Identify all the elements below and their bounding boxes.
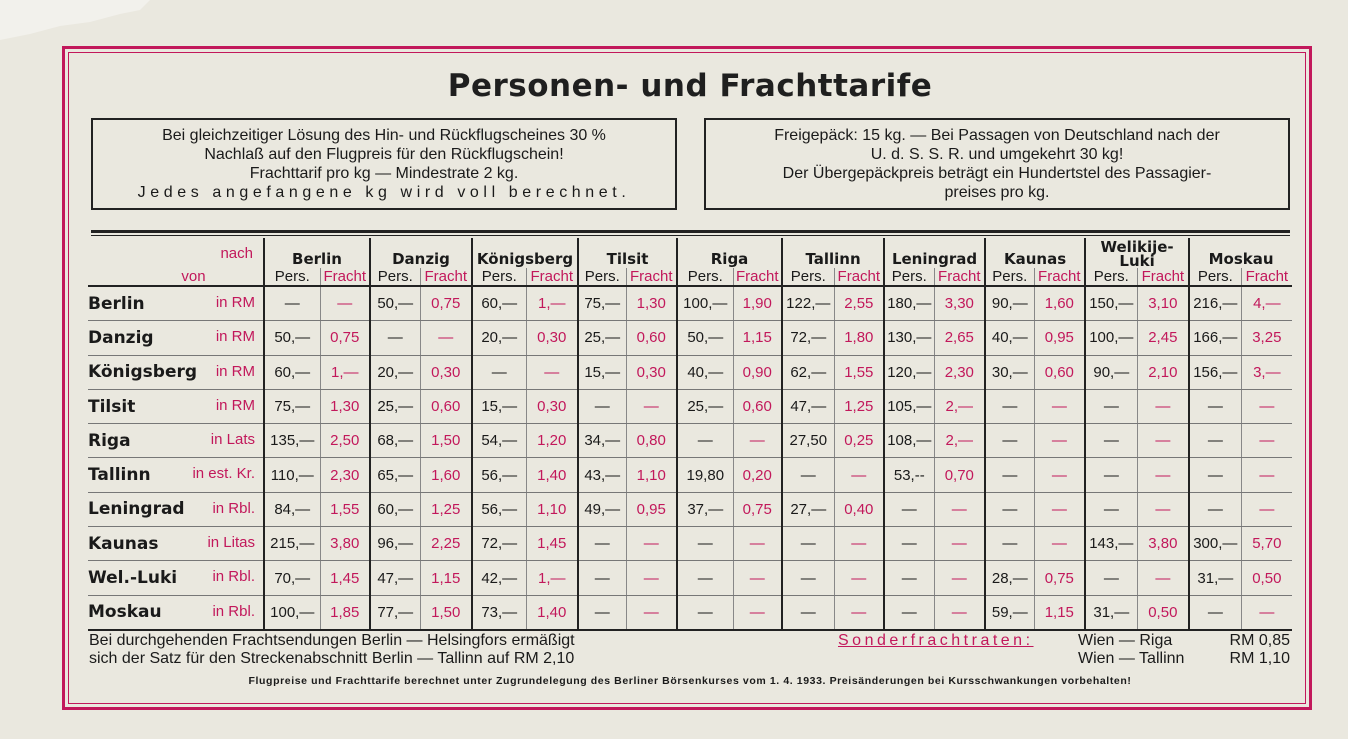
freight-rate: 1,25 bbox=[420, 492, 472, 526]
freight-rate: — bbox=[1034, 458, 1085, 492]
passenger-fare: 31,— bbox=[1189, 561, 1241, 595]
info-left-line4: Jedes angefangene kg wird voll berechnet. bbox=[137, 184, 631, 201]
freight-rate: 1,90 bbox=[733, 286, 782, 321]
passenger-fare: — bbox=[472, 355, 526, 389]
passenger-fare: 72,— bbox=[472, 527, 526, 561]
passenger-fare: 27,— bbox=[782, 492, 834, 526]
passenger-fare: 143,— bbox=[1085, 527, 1137, 561]
info-right-line3: Der Übergepäckpreis beträgt ein Hundertstel des Passagier- bbox=[782, 165, 1212, 182]
freight-rate: 1,— bbox=[526, 561, 578, 595]
freight-rate: 0,95 bbox=[626, 492, 677, 526]
destination-header: Kaunas bbox=[985, 238, 1085, 268]
origin-city: Kaunas bbox=[88, 533, 159, 554]
freight-rate: 2,25 bbox=[420, 527, 472, 561]
currency-label: in Rbl. bbox=[212, 499, 255, 517]
passenger-fare: — bbox=[1085, 424, 1137, 458]
freight-rate: 0,30 bbox=[526, 389, 578, 423]
fracht-subheader: Fracht bbox=[526, 268, 578, 286]
freight-rate: 0,90 bbox=[733, 355, 782, 389]
passenger-fare: 180,— bbox=[884, 286, 934, 321]
passenger-fare: 34,— bbox=[578, 424, 626, 458]
currency-label: in est. Kr. bbox=[192, 465, 255, 483]
passenger-fare: 19,80 bbox=[677, 458, 733, 492]
origin-cell bbox=[88, 321, 264, 355]
freight-rate: 2,45 bbox=[1137, 321, 1189, 355]
freight-rate: 1,55 bbox=[320, 492, 370, 526]
passenger-fare: — bbox=[884, 595, 934, 630]
freight-rate: — bbox=[320, 286, 370, 321]
origin-cell bbox=[88, 527, 264, 561]
passenger-fare: — bbox=[1189, 595, 1241, 630]
freight-rate: 2,— bbox=[934, 389, 985, 423]
destination-header: Tilsit bbox=[578, 238, 677, 268]
table-row bbox=[88, 424, 1292, 458]
freight-rate: 1,50 bbox=[420, 424, 472, 458]
fracht-subheader: Fracht bbox=[934, 268, 985, 286]
special-rates-label: Sonderfrachtraten: bbox=[838, 632, 1034, 649]
passenger-fare: 120,— bbox=[884, 355, 934, 389]
freight-rate: 0,70 bbox=[934, 458, 985, 492]
freight-rate: — bbox=[1241, 458, 1292, 492]
tariff-table bbox=[88, 238, 1292, 631]
freight-rate: — bbox=[1137, 389, 1189, 423]
passenger-fare: — bbox=[578, 595, 626, 630]
freight-rate: — bbox=[834, 595, 884, 630]
currency-label: in Lats bbox=[210, 431, 255, 449]
freight-rate: 0,80 bbox=[626, 424, 677, 458]
passenger-fare: 84,— bbox=[264, 492, 320, 526]
passenger-fare: 72,— bbox=[782, 321, 834, 355]
passenger-fare: 15,— bbox=[578, 355, 626, 389]
fracht-subheader: Fracht bbox=[320, 268, 370, 286]
passenger-fare: 108,— bbox=[884, 424, 934, 458]
origin-cell bbox=[88, 389, 264, 423]
freight-rate: — bbox=[1241, 389, 1292, 423]
freight-rate: — bbox=[1034, 527, 1085, 561]
freight-rate: — bbox=[934, 527, 985, 561]
passenger-fare: — bbox=[985, 424, 1034, 458]
passenger-fare: — bbox=[782, 527, 834, 561]
fine-print: Flugpreise und Frachttarife berechnet unter Zugrundelegung des Berliner Börsenkurses vom 1. 4. 1933. Preisänderungen bei Kursschwankungen vorbehalten! bbox=[248, 675, 1132, 687]
freight-rate: 1,25 bbox=[834, 389, 884, 423]
passenger-fare: 156,— bbox=[1189, 355, 1241, 389]
freight-rate: 2,— bbox=[934, 424, 985, 458]
passenger-fare: 166,— bbox=[1189, 321, 1241, 355]
passenger-fare: — bbox=[884, 492, 934, 526]
freight-rate: — bbox=[834, 561, 884, 595]
page-title: Personen- und Frachttarife bbox=[447, 68, 933, 104]
passenger-fare: — bbox=[985, 389, 1034, 423]
freight-rate: — bbox=[934, 492, 985, 526]
origin-cell bbox=[88, 355, 264, 389]
freight-rate: 0,75 bbox=[1034, 561, 1085, 595]
currency-label: in RM bbox=[215, 294, 255, 311]
pers-subheader: Pers. bbox=[677, 268, 733, 286]
table-row bbox=[88, 561, 1292, 595]
destination-header: Danzig bbox=[370, 238, 472, 268]
passenger-fare: — bbox=[1085, 458, 1137, 492]
passenger-fare: — bbox=[1189, 458, 1241, 492]
passenger-fare: 20,— bbox=[472, 321, 526, 355]
origin-city: Tallinn bbox=[88, 465, 151, 486]
freight-rate: 2,30 bbox=[934, 355, 985, 389]
passenger-fare: — bbox=[884, 527, 934, 561]
info-box-baggage bbox=[704, 118, 1290, 210]
freight-rate: 4,— bbox=[1241, 286, 1292, 321]
freight-rate: 1,— bbox=[320, 355, 370, 389]
freight-rate: 1,20 bbox=[526, 424, 578, 458]
passenger-fare: — bbox=[782, 561, 834, 595]
freight-rate: — bbox=[1241, 492, 1292, 526]
destination-header: Berlin bbox=[264, 238, 370, 268]
pers-subheader: Pers. bbox=[370, 268, 420, 286]
passenger-fare: — bbox=[264, 286, 320, 321]
passenger-fare: 75,— bbox=[578, 286, 626, 321]
freight-rate: 3,10 bbox=[1137, 286, 1189, 321]
passenger-fare: 135,— bbox=[264, 424, 320, 458]
passenger-fare: 56,— bbox=[472, 492, 526, 526]
passenger-fare: 75,— bbox=[264, 389, 320, 423]
passenger-fare: 40,— bbox=[985, 321, 1034, 355]
origin-city: Riga bbox=[88, 430, 131, 451]
passenger-fare: 60,— bbox=[370, 492, 420, 526]
freight-rate: 3,80 bbox=[320, 527, 370, 561]
freight-rate: 0,60 bbox=[626, 321, 677, 355]
passenger-fare: 65,— bbox=[370, 458, 420, 492]
passenger-fare: 50,— bbox=[677, 321, 733, 355]
passenger-fare: 37,— bbox=[677, 492, 733, 526]
freight-rate: 1,15 bbox=[1034, 595, 1085, 630]
freight-rate: — bbox=[1241, 424, 1292, 458]
passenger-fare: 60,— bbox=[472, 286, 526, 321]
passenger-fare: — bbox=[1085, 492, 1137, 526]
freight-rate: 1,60 bbox=[420, 458, 472, 492]
origin-city: Berlin bbox=[88, 293, 145, 314]
footer-note-line1: Bei durchgehenden Frachtsendungen Berlin — Helsingfors ermäßigt bbox=[89, 632, 575, 649]
freight-rate: — bbox=[1137, 492, 1189, 526]
von-label: von bbox=[88, 268, 264, 286]
destination-header: Königsberg bbox=[472, 238, 578, 268]
fracht-subheader: Fracht bbox=[626, 268, 677, 286]
passenger-fare: — bbox=[782, 458, 834, 492]
freight-rate: 0,40 bbox=[834, 492, 884, 526]
freight-rate: — bbox=[733, 424, 782, 458]
passenger-fare: — bbox=[985, 492, 1034, 526]
passenger-fare: 50,— bbox=[370, 286, 420, 321]
freight-rate: 2,30 bbox=[320, 458, 370, 492]
passenger-fare: 110,— bbox=[264, 458, 320, 492]
passenger-fare: 60,— bbox=[264, 355, 320, 389]
freight-rate: — bbox=[1034, 424, 1085, 458]
table-row bbox=[88, 595, 1292, 630]
passenger-fare: 25,— bbox=[370, 389, 420, 423]
passenger-fare: — bbox=[578, 389, 626, 423]
freight-rate: 0,30 bbox=[626, 355, 677, 389]
passenger-fare: 215,— bbox=[264, 527, 320, 561]
freight-rate: — bbox=[1137, 458, 1189, 492]
origin-city: Tilsit bbox=[88, 396, 136, 417]
freight-rate: — bbox=[1137, 424, 1189, 458]
freight-rate: — bbox=[834, 527, 884, 561]
destination-header: Riga bbox=[677, 238, 782, 268]
origin-city: Wel.-Luki bbox=[88, 568, 178, 589]
currency-label: in Rbl. bbox=[212, 568, 255, 586]
passenger-fare: — bbox=[677, 424, 733, 458]
origin-cell bbox=[88, 492, 264, 526]
origin-city: Königsberg bbox=[88, 362, 198, 383]
freight-rate: 3,30 bbox=[934, 286, 985, 321]
freight-rate: — bbox=[733, 561, 782, 595]
freight-rate: 1,10 bbox=[526, 492, 578, 526]
passenger-fare: 90,— bbox=[1085, 355, 1137, 389]
freight-rate: 0,60 bbox=[733, 389, 782, 423]
info-left-line2: Nachlaß auf den Flugpreis für den Rückflugschein! bbox=[204, 146, 564, 163]
passenger-fare: 77,— bbox=[370, 595, 420, 630]
table-row bbox=[88, 321, 1292, 355]
currency-label: in RM bbox=[215, 396, 255, 414]
passenger-fare: — bbox=[884, 561, 934, 595]
freight-rate: — bbox=[626, 561, 677, 595]
currency-label: in RM bbox=[215, 328, 255, 346]
header-destinations-row bbox=[88, 238, 1292, 268]
passenger-fare: — bbox=[370, 321, 420, 355]
passenger-fare: 27,50 bbox=[782, 424, 834, 458]
passenger-fare: — bbox=[1085, 561, 1137, 595]
freight-rate: 0,95 bbox=[1034, 321, 1085, 355]
passenger-fare: 56,— bbox=[472, 458, 526, 492]
passenger-fare: 49,— bbox=[578, 492, 626, 526]
freight-rate: — bbox=[834, 458, 884, 492]
table-row bbox=[88, 286, 1292, 321]
origin-city: Danzig bbox=[88, 327, 154, 348]
freight-rate: 0,25 bbox=[834, 424, 884, 458]
info-left-line1: Bei gleichzeitiger Lösung des Hin- und Rückflugscheines 30 % bbox=[162, 127, 606, 144]
footer-note-line2: sich der Satz für den Streckenabschnitt Berlin — Tallinn auf RM 2,10 bbox=[89, 650, 575, 667]
footer-note bbox=[89, 632, 575, 668]
pers-subheader: Pers. bbox=[884, 268, 934, 286]
freight-rate: 0,20 bbox=[733, 458, 782, 492]
origin-cell bbox=[88, 424, 264, 458]
passenger-fare: 15,— bbox=[472, 389, 526, 423]
fracht-subheader: Fracht bbox=[1137, 268, 1189, 286]
passenger-fare: 53,-- bbox=[884, 458, 934, 492]
freight-rate: 0,75 bbox=[733, 492, 782, 526]
origin-cell bbox=[88, 595, 264, 630]
freight-rate: — bbox=[626, 389, 677, 423]
passenger-fare: — bbox=[677, 527, 733, 561]
freight-rate: 2,65 bbox=[934, 321, 985, 355]
freight-rate: 1,80 bbox=[834, 321, 884, 355]
nach-label: nach bbox=[220, 244, 253, 262]
freight-rate: 0,30 bbox=[420, 355, 472, 389]
fracht-subheader: Fracht bbox=[834, 268, 884, 286]
freight-rate: 1,30 bbox=[320, 389, 370, 423]
info-left-line3: Frachttarif pro kg — Mindestrate 2 kg. bbox=[249, 165, 519, 182]
info-right-line1: Freigepäck: 15 kg. — Bei Passagen von Deutschland nach der bbox=[774, 127, 1220, 144]
freight-rate: 1,40 bbox=[526, 458, 578, 492]
passenger-fare: — bbox=[677, 561, 733, 595]
freight-rate: 3,25 bbox=[1241, 321, 1292, 355]
freight-rate: — bbox=[1137, 561, 1189, 595]
pers-subheader: Pers. bbox=[264, 268, 320, 286]
passenger-fare: — bbox=[985, 527, 1034, 561]
passenger-fare: — bbox=[677, 595, 733, 630]
passenger-fare: 30,— bbox=[985, 355, 1034, 389]
freight-rate: 1,85 bbox=[320, 595, 370, 630]
destination-header: Moskau bbox=[1189, 238, 1292, 268]
passenger-fare: 25,— bbox=[578, 321, 626, 355]
passenger-fare: 62,— bbox=[782, 355, 834, 389]
info-right-line2: U. d. S. S. R. und umgekehrt 30 kg! bbox=[870, 146, 1124, 163]
special-rate-route: Wien — Riga bbox=[1078, 632, 1173, 649]
freight-rate: — bbox=[733, 527, 782, 561]
passenger-fare: 300,— bbox=[1189, 527, 1241, 561]
passenger-fare: 42,— bbox=[472, 561, 526, 595]
passenger-fare: 73,— bbox=[472, 595, 526, 630]
passenger-fare: 96,— bbox=[370, 527, 420, 561]
origin-city: Moskau bbox=[88, 602, 162, 623]
freight-rate: 1,— bbox=[526, 286, 578, 321]
freight-rate: — bbox=[1034, 389, 1085, 423]
freight-rate: 0,75 bbox=[320, 321, 370, 355]
passenger-fare: 50,— bbox=[264, 321, 320, 355]
freight-rate: — bbox=[626, 527, 677, 561]
freight-rate: 0,50 bbox=[1241, 561, 1292, 595]
freight-rate: 1,55 bbox=[834, 355, 884, 389]
freight-rate: 2,55 bbox=[834, 286, 884, 321]
passenger-fare: — bbox=[1189, 389, 1241, 423]
fracht-subheader: Fracht bbox=[420, 268, 472, 286]
passenger-fare: — bbox=[1189, 424, 1241, 458]
pers-subheader: Pers. bbox=[985, 268, 1034, 286]
passenger-fare: 40,— bbox=[677, 355, 733, 389]
fracht-subheader: Fracht bbox=[733, 268, 782, 286]
passenger-fare: 68,— bbox=[370, 424, 420, 458]
special-rate-route: Wien — Tallinn bbox=[1078, 650, 1185, 667]
origin-cell bbox=[88, 286, 264, 321]
currency-label: in RM bbox=[215, 362, 255, 380]
freight-rate: 5,70 bbox=[1241, 527, 1292, 561]
passenger-fare: 122,— bbox=[782, 286, 834, 321]
freight-rate: 0,60 bbox=[1034, 355, 1085, 389]
passenger-fare: 20,— bbox=[370, 355, 420, 389]
pers-subheader: Pers. bbox=[1189, 268, 1241, 286]
passenger-fare: 59,— bbox=[985, 595, 1034, 630]
passenger-fare: — bbox=[1085, 389, 1137, 423]
passenger-fare: — bbox=[578, 527, 626, 561]
origin-cell bbox=[88, 561, 264, 595]
passenger-fare: 216,— bbox=[1189, 286, 1241, 321]
passenger-fare: 70,— bbox=[264, 561, 320, 595]
freight-rate: 3,80 bbox=[1137, 527, 1189, 561]
header-subcolumns-row bbox=[88, 268, 1292, 286]
freight-rate: — bbox=[420, 321, 472, 355]
pers-subheader: Pers. bbox=[578, 268, 626, 286]
passenger-fare: 105,— bbox=[884, 389, 934, 423]
freight-rate: 2,50 bbox=[320, 424, 370, 458]
fracht-subheader: Fracht bbox=[1241, 268, 1292, 286]
passenger-fare: 28,— bbox=[985, 561, 1034, 595]
passenger-fare: 54,— bbox=[472, 424, 526, 458]
pers-subheader: Pers. bbox=[782, 268, 834, 286]
passenger-fare: 90,— bbox=[985, 286, 1034, 321]
freight-rate: 1,50 bbox=[420, 595, 472, 630]
passenger-fare: 100,— bbox=[264, 595, 320, 630]
freight-rate: — bbox=[934, 595, 985, 630]
passenger-fare: 47,— bbox=[782, 389, 834, 423]
origin-cell bbox=[88, 458, 264, 492]
table-top-rule bbox=[91, 230, 1290, 233]
destination-header: Welikije-Luki bbox=[1085, 238, 1189, 268]
info-right-line4: preises pro kg. bbox=[944, 184, 1050, 201]
passenger-fare: — bbox=[578, 561, 626, 595]
passenger-fare: — bbox=[782, 595, 834, 630]
passenger-fare: 100,— bbox=[1085, 321, 1137, 355]
destination-header: Leningrad bbox=[884, 238, 985, 268]
currency-label: in Rbl. bbox=[212, 602, 255, 620]
freight-rate: 0,60 bbox=[420, 389, 472, 423]
freight-rate: 1,45 bbox=[320, 561, 370, 595]
pers-subheader: Pers. bbox=[1085, 268, 1137, 286]
freight-rate: 1,10 bbox=[626, 458, 677, 492]
freight-rate: — bbox=[934, 561, 985, 595]
table-row bbox=[88, 389, 1292, 423]
freight-rate: 0,75 bbox=[420, 286, 472, 321]
table-row bbox=[88, 355, 1292, 389]
passenger-fare: — bbox=[985, 458, 1034, 492]
special-rate-price: RM 1,10 bbox=[1229, 650, 1290, 667]
freight-rate: — bbox=[626, 595, 677, 630]
freight-rate: — bbox=[1034, 492, 1085, 526]
freight-rate: 1,60 bbox=[1034, 286, 1085, 321]
fracht-subheader: Fracht bbox=[1034, 268, 1085, 286]
passenger-fare: 47,— bbox=[370, 561, 420, 595]
passenger-fare: 130,— bbox=[884, 321, 934, 355]
freight-rate: 0,30 bbox=[526, 321, 578, 355]
freight-rate: 1,15 bbox=[733, 321, 782, 355]
freight-rate: 3,— bbox=[1241, 355, 1292, 389]
passenger-fare: 150,— bbox=[1085, 286, 1137, 321]
special-rate-price: RM 0,85 bbox=[1229, 632, 1290, 649]
freight-rate: 1,30 bbox=[626, 286, 677, 321]
table-row bbox=[88, 492, 1292, 526]
table-row bbox=[88, 458, 1292, 492]
table-top-rule-thin bbox=[91, 235, 1290, 236]
freight-rate: 2,10 bbox=[1137, 355, 1189, 389]
origin-city: Leningrad bbox=[88, 499, 185, 520]
freight-rate: 1,40 bbox=[526, 595, 578, 630]
pers-subheader: Pers. bbox=[472, 268, 526, 286]
info-box-discounts bbox=[91, 118, 677, 210]
passenger-fare: — bbox=[1189, 492, 1241, 526]
freight-rate: — bbox=[1241, 595, 1292, 630]
table-row bbox=[88, 527, 1292, 561]
passenger-fare: 43,— bbox=[578, 458, 626, 492]
freight-rate: — bbox=[526, 355, 578, 389]
freight-rate: 0,50 bbox=[1137, 595, 1189, 630]
passenger-fare: 31,— bbox=[1085, 595, 1137, 630]
passenger-fare: 25,— bbox=[677, 389, 733, 423]
passenger-fare: 100,— bbox=[677, 286, 733, 321]
freight-rate: 1,15 bbox=[420, 561, 472, 595]
currency-label: in Litas bbox=[207, 534, 255, 552]
destination-header: Tallinn bbox=[782, 238, 884, 268]
freight-rate: 1,45 bbox=[526, 527, 578, 561]
freight-rate: — bbox=[733, 595, 782, 630]
torn-corner bbox=[0, 0, 150, 40]
